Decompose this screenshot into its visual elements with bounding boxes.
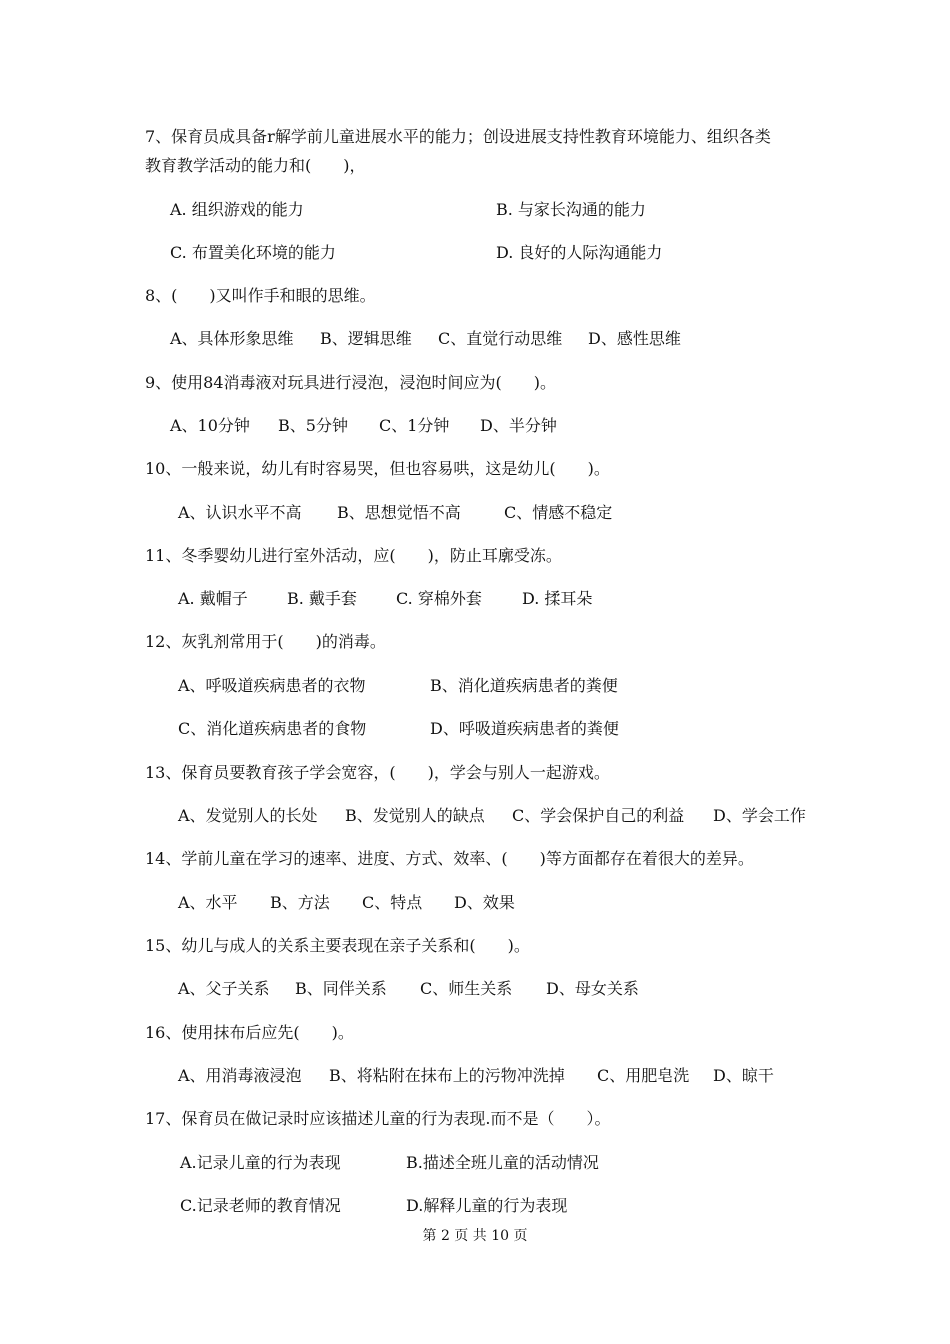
question-13-stem: 13、保育员要教育孩子学会宽容，( )，学会与别人一起游戏。 <box>145 763 610 782</box>
question-10-option: C、情感不稳定 <box>504 503 613 522</box>
question-8-stem: 8、( )又叫作手和眼的思维。 <box>145 286 376 305</box>
question-16-option: B、将粘附在抹布上的污物冲洗掉 <box>329 1066 565 1085</box>
question-14-option: C、特点 <box>362 893 423 912</box>
question-9-option: B、5分钟 <box>278 416 348 435</box>
question-14-option: A、水平 <box>178 893 238 912</box>
question-14-stem: 14、学前儿童在学习的速率、进度、方式、效率、( )等方面都存在着很大的差异。 <box>145 849 754 868</box>
question-15-option: A、父子关系 <box>178 979 270 998</box>
question-8-option: C、直觉行动思维 <box>438 329 563 348</box>
question-7-option: B. 与家长沟通的能力 <box>496 200 646 219</box>
question-14-option: B、方法 <box>270 893 330 912</box>
question-11-stem: 11、冬季婴幼儿进行室外活动，应( )，防止耳廓受冻。 <box>145 546 562 565</box>
page-number-footer: 第 2 页 共 10 页 <box>422 1228 528 1244</box>
question-12-option: B、消化道疾病患者的粪便 <box>430 676 618 695</box>
question-9-stem: 9、使用84消毒液对玩具进行浸泡，浸泡时间应为( )。 <box>145 373 557 392</box>
question-9-option: A、10分钟 <box>170 416 250 435</box>
question-10-option: B、思想觉悟不高 <box>337 503 461 522</box>
question-12-stem: 12、灰乳剂常用于( )的消毒。 <box>145 632 386 651</box>
question-8-option: B、逻辑思维 <box>320 329 412 348</box>
question-7-stem-line-1: 7、保育员成具备r解学前儿童进展水平的能力；创设进展支持性教育环境能力、组织各类 <box>145 127 771 146</box>
question-8-option: D、感性思维 <box>588 329 681 348</box>
question-13-option: D、学会工作 <box>713 806 806 825</box>
question-16-option: D、晾干 <box>713 1066 774 1085</box>
question-11-option: A. 戴帽子 <box>178 589 248 608</box>
question-14-option: D、效果 <box>454 893 515 912</box>
question-8-option: A、具体形象思维 <box>170 329 294 348</box>
question-11-option: C. 穿棉外套 <box>396 589 482 608</box>
question-17-option: D.解释儿童的行为表现 <box>406 1196 568 1215</box>
question-16-stem: 16、使用抹布后应先( )。 <box>145 1023 354 1042</box>
question-17-option: A.记录儿童的行为表现 <box>180 1153 341 1172</box>
question-9-option: D、半分钟 <box>480 416 557 435</box>
question-11-option: D. 揉耳朵 <box>522 589 593 608</box>
question-10-stem: 10、一般来说，幼儿有时容易哭，但也容易哄，这是幼儿( )。 <box>145 459 610 478</box>
question-17-stem: 17、保育员在做记录时应该描述儿童的行为表现.而不是（ ）。 <box>145 1109 611 1128</box>
question-7-option: A. 组织游戏的能力 <box>170 200 304 219</box>
question-7-stem-line-2: 教育教学活动的能力和( )， <box>145 156 366 175</box>
question-11-option: B. 戴手套 <box>287 589 357 608</box>
question-13-option: C、学会保护自己的利益 <box>512 806 685 825</box>
question-15-option: C、师生关系 <box>420 979 513 998</box>
question-15-stem: 15、幼儿与成人的关系主要表现在亲子关系和( )。 <box>145 936 530 955</box>
question-13-option: A、发觉别人的长处 <box>178 806 318 825</box>
question-15-option: D、母女关系 <box>546 979 639 998</box>
question-12-option: D、呼吸道疾病患者的粪便 <box>430 719 619 738</box>
question-12-option: A、呼吸道疾病患者的衣物 <box>178 676 366 695</box>
question-17-option: C.记录老师的教育情况 <box>180 1196 341 1215</box>
question-7-option: D. 良好的人际沟通能力 <box>496 243 663 262</box>
question-17-option: B.描述全班儿童的活动情况 <box>406 1153 599 1172</box>
question-10-option: A、认识水平不高 <box>178 503 302 522</box>
question-15-option: B、同伴关系 <box>295 979 387 998</box>
question-9-option: C、1分钟 <box>379 416 450 435</box>
question-16-option: C、用肥皂洗 <box>597 1066 690 1085</box>
question-16-option: A、用消毒液浸泡 <box>178 1066 302 1085</box>
question-7-option: C. 布置美化环境的能力 <box>170 243 336 262</box>
question-12-option: C、消化道疾病患者的食物 <box>178 719 367 738</box>
question-13-option: B、发觉别人的缺点 <box>345 806 485 825</box>
